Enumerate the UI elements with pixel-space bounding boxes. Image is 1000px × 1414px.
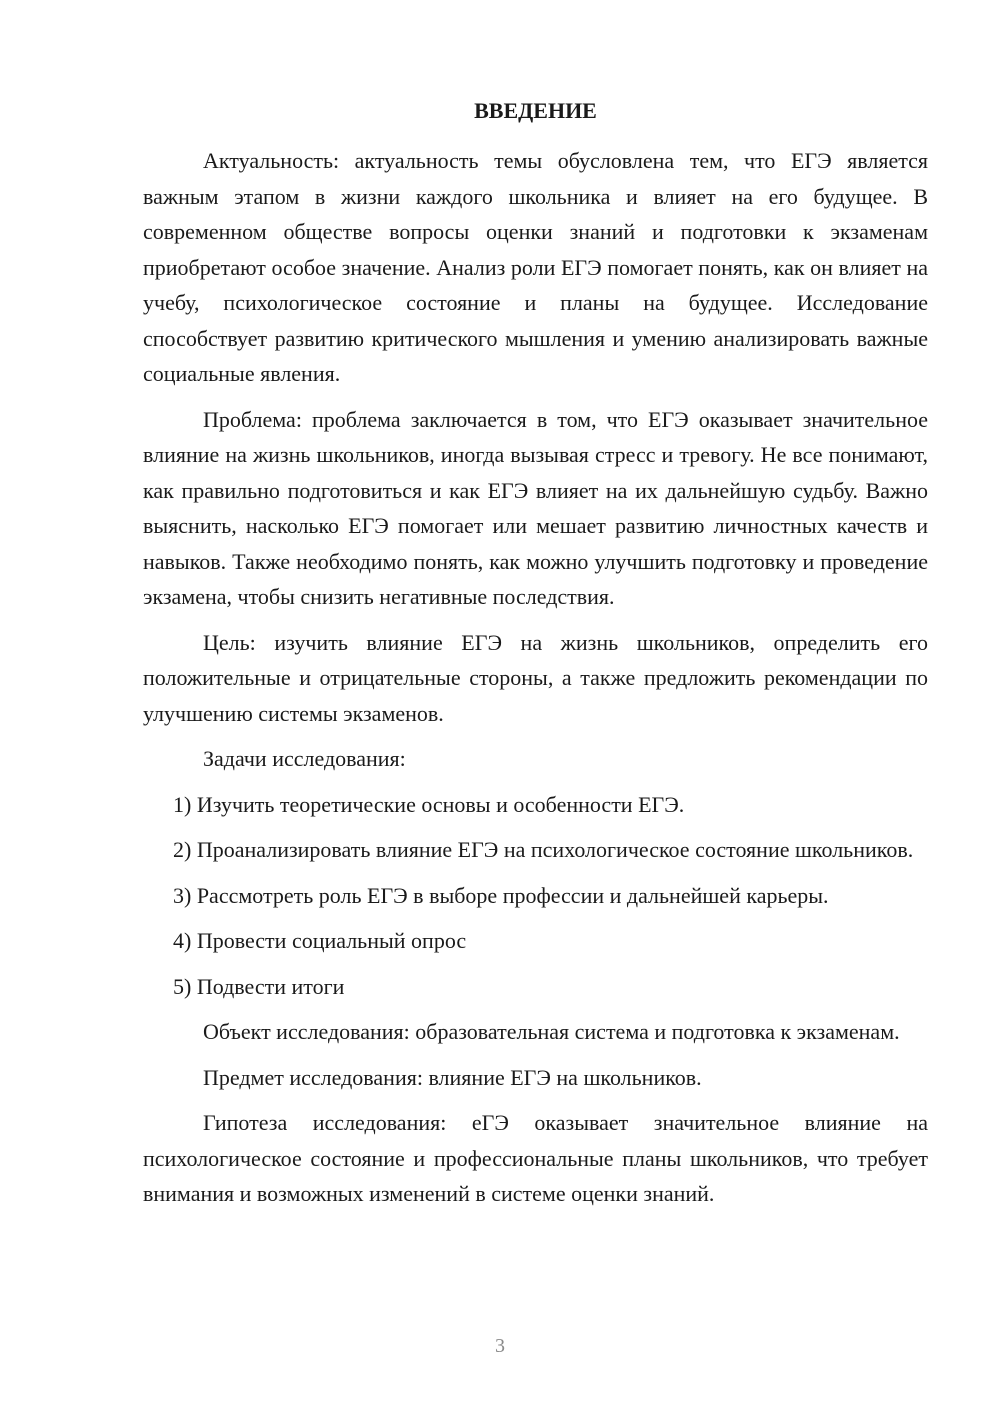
document-body: [143, 143, 928, 1222]
object-paragraph: Объект исследования: образовательная система и подготовка к экзаменам.: [203, 1019, 900, 1044]
goal-paragraph: Цель: изучить влияние ЕГЭ на жизнь школьников, определить его положительные и отрицательные стороны, а также предложить рекомендации по улучшению системы экзаменов.: [143, 629, 928, 726]
page-title: ВВЕДЕНИЕ: [474, 98, 597, 123]
task-item-1: 1) Изучить теоретические основы и особенности ЕГЭ.: [173, 791, 685, 817]
subject-paragraph: Предмет исследования: влияние ЕГЭ на школьников.: [203, 1064, 702, 1090]
problem-paragraph: Проблема: проблема заключается в том, что ЕГЭ оказывает значительное влияние на жизнь школьников, иногда вызывая стресс и тревогу. Не все понимают, как правильно подготовиться и как ЕГЭ влияет на их дальнейшую судьбу. Важно выяснить, насколько ЕГЭ помогает или мешает развитию личностных качеств и навыков. Также необходимо понять, как можно улучшить подготовку и проведение экзамена, чтобы снизить негативные последствия.: [143, 406, 928, 609]
hypothesis-paragraph: Гипотеза исследования: еГЭ оказывает значительное влияние на психологическое состояние и профессиональные планы школьников, что требует внимания и возможных изменений в системе оценки знаний.: [143, 1110, 928, 1206]
task-item-4: 4) Провести социальный опрос: [173, 928, 467, 953]
tasks-heading: Задачи исследования:: [203, 746, 406, 771]
relevance-paragraph: Актуальность: актуальность темы обусловлена тем, что ЕГЭ является важным этапом в жизни каждого школьника и влияет на его будущее. В современном обществе вопросы оценки знаний и подготовки к экзаменам приобретают особое значение. Анализ роли ЕГЭ помогает понять, как он влияет на учебу, психологическое состояние и планы на будущее. Исследование способствует развитию критического мышления и умению анализировать важные социальные явления.: [143, 148, 928, 386]
page-number: 3: [495, 1335, 505, 1357]
task-item-2: 2) Проанализировать влияние ЕГЭ на психологическое состояние школьников.: [173, 837, 914, 862]
task-item-5: 5) Подвести итоги: [173, 973, 345, 999]
task-item-3: 3) Рассмотреть роль ЕГЭ в выборе профессии и дальнейшей карьеры.: [173, 882, 829, 908]
